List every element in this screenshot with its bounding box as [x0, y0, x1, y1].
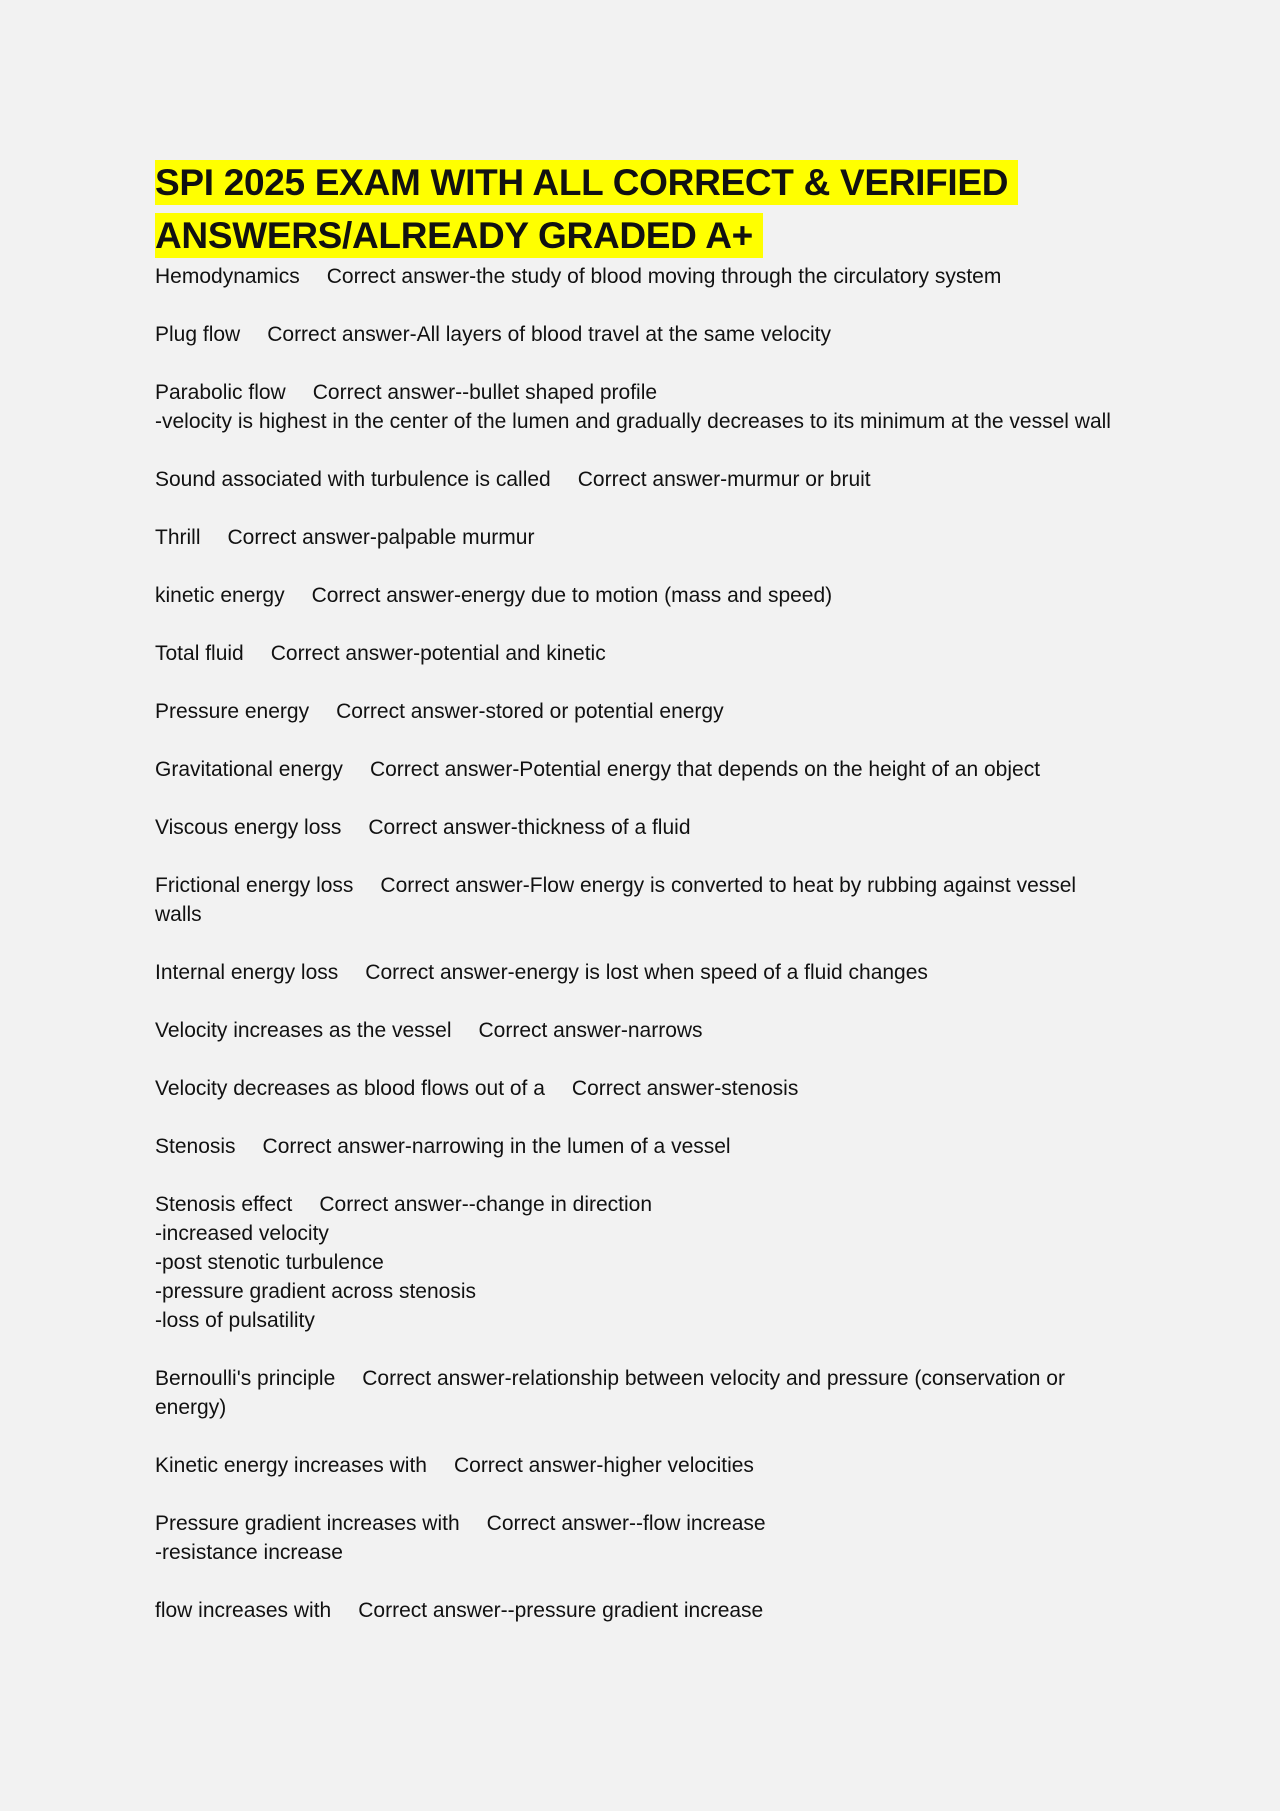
qa-item: [155, 813, 1115, 842]
document-page: [155, 156, 1115, 1654]
qa-item: [155, 1509, 1115, 1567]
qa-item: [155, 1596, 1115, 1625]
qa-answer: Correct answer-energy is lost when speed of a fluid changes: [365, 961, 928, 984]
qa-item: [155, 262, 1115, 291]
qa-term: Frictional energy loss: [155, 874, 354, 897]
qa-item: [155, 1132, 1115, 1161]
qa-term: Sound associated with turbulence is called: [155, 468, 551, 491]
qa-answer: Correct answer-palpable murmur: [227, 526, 535, 549]
qa-answer: Correct answer-potential and kinetic: [270, 642, 606, 665]
qa-list: [155, 262, 1115, 1625]
qa-item: [155, 1016, 1115, 1045]
title-line: [155, 156, 1018, 209]
qa-term: Viscous energy loss: [155, 816, 342, 839]
qa-answer-line: -velocity is highest in the center of the lumen and gradually decreases to its minimum at the vessel wall: [155, 410, 1111, 433]
qa-answer: Correct answer--bullet shaped profile: [312, 381, 658, 404]
qa-answer-line: -loss of pulsatility: [155, 1309, 315, 1332]
qa-item: [155, 755, 1115, 784]
qa-term: flow increases with: [155, 1599, 332, 1622]
qa-answer-line: -resistance increase: [155, 1541, 343, 1564]
qa-term: Plug flow: [155, 323, 241, 346]
qa-answer: Correct answer-relationship between velocity and pressure (conservation or energy): [155, 1367, 1065, 1419]
qa-answer: Correct answer-murmur or bruit: [577, 468, 871, 491]
qa-item: [155, 958, 1115, 987]
qa-term: Stenosis: [155, 1135, 236, 1158]
qa-item: [155, 1190, 1115, 1335]
qa-item: [155, 523, 1115, 552]
title-highlight: SPI 2025 EXAM WITH ALL CORRECT & VERIFIED: [155, 160, 1018, 205]
qa-answer: Correct answer-stenosis: [571, 1077, 799, 1100]
qa-answer: Correct answer-Potential energy that depends on the height of an object: [369, 758, 1041, 781]
qa-answer: Correct answer-All layers of blood travel at the same velocity: [267, 323, 831, 346]
qa-term: Gravitational energy: [155, 758, 343, 781]
qa-item: [155, 320, 1115, 349]
qa-item: [155, 465, 1115, 494]
qa-answer: Correct answer--pressure gradient increase: [358, 1599, 764, 1622]
qa-term: Thrill: [155, 526, 201, 549]
qa-term: Internal energy loss: [155, 961, 339, 984]
qa-item: [155, 639, 1115, 668]
qa-item: [155, 1451, 1115, 1480]
title-line: [155, 209, 763, 262]
qa-term: Pressure gradient increases with: [155, 1512, 460, 1535]
document-title: [155, 156, 1115, 262]
qa-answer: Correct answer--change in direction: [319, 1193, 653, 1216]
qa-item: [155, 378, 1115, 436]
qa-answer: Correct answer-thickness of a fluid: [368, 816, 691, 839]
qa-item: [155, 1074, 1115, 1103]
qa-answer: Correct answer-narrows: [478, 1019, 703, 1042]
title-highlight: ANSWERS/ALREADY GRADED A+: [155, 213, 763, 258]
qa-term: Pressure energy: [155, 700, 310, 723]
qa-item: [155, 871, 1115, 929]
qa-answer-line: -post stenotic turbulence: [155, 1251, 384, 1274]
qa-answer: Correct answer-narrowing in the lumen of a vessel: [262, 1135, 731, 1158]
qa-term: kinetic energy: [155, 584, 285, 607]
qa-term: Hemodynamics: [155, 265, 300, 288]
qa-item: [155, 1364, 1115, 1422]
qa-term: Velocity increases as the vessel: [155, 1019, 452, 1042]
qa-answer: Correct answer-the study of blood moving through the circulatory system: [326, 265, 1002, 288]
qa-answer-line: -pressure gradient across stenosis: [155, 1280, 476, 1303]
qa-term: Velocity decreases as blood flows out of a: [155, 1077, 545, 1100]
qa-term: Parabolic flow: [155, 381, 286, 404]
qa-answer: Correct answer--flow increase: [486, 1512, 766, 1535]
qa-answer-line: -increased velocity: [155, 1222, 329, 1245]
qa-answer: Correct answer-stored or potential energy: [336, 700, 724, 723]
qa-item: [155, 581, 1115, 610]
qa-term: Total fluid: [155, 642, 244, 665]
qa-answer: Correct answer-energy due to motion (mass and speed): [311, 584, 833, 607]
qa-term: Kinetic energy increases with: [155, 1454, 427, 1477]
qa-term: Bernoulli's principle: [155, 1367, 336, 1390]
qa-item: [155, 697, 1115, 726]
qa-answer: Correct answer-Flow energy is converted to heat by rubbing against vessel walls: [155, 874, 1077, 926]
qa-term: Stenosis effect: [155, 1193, 293, 1216]
qa-answer: Correct answer-higher velocities: [453, 1454, 754, 1477]
